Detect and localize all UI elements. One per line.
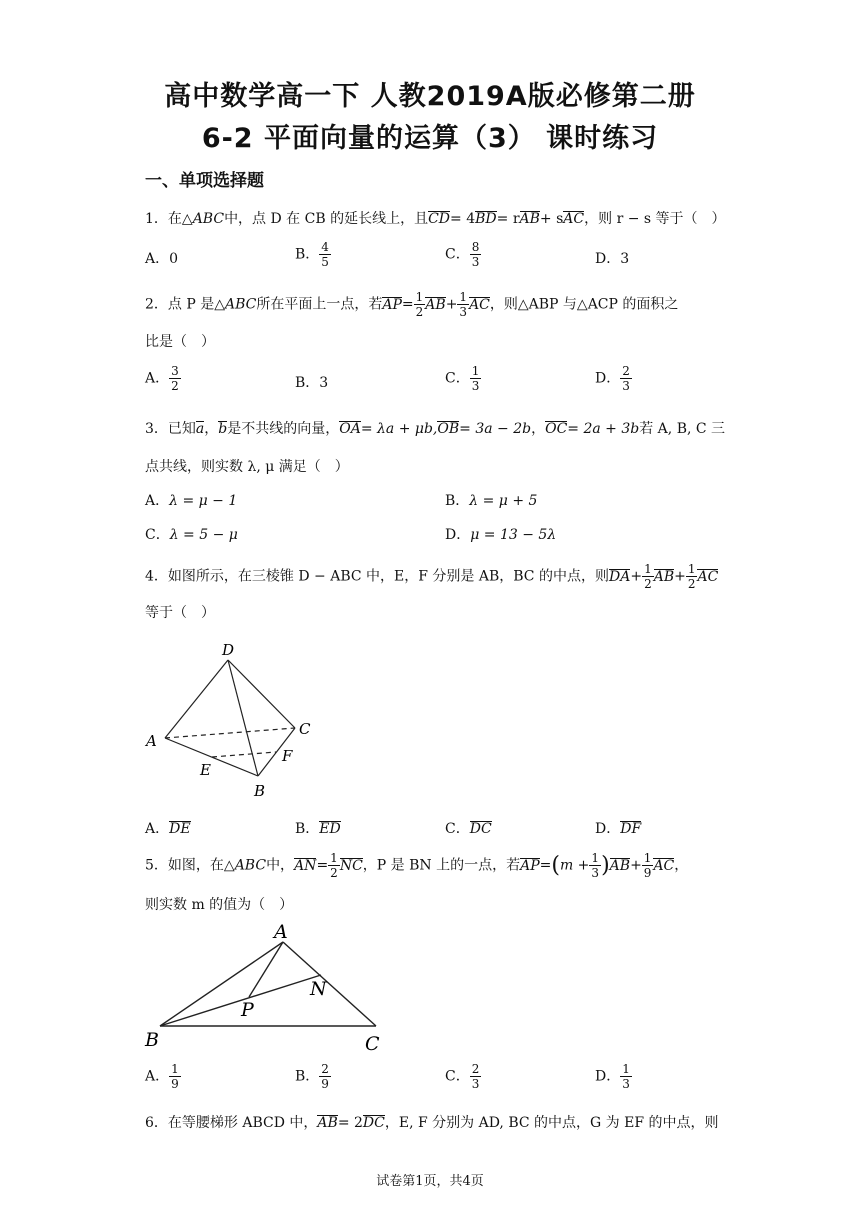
- label-F: F: [282, 747, 293, 765]
- label-A: A: [146, 732, 157, 750]
- label-E: E: [200, 761, 211, 779]
- q4-stem-line2: 等于（ ）: [145, 605, 215, 621]
- q5-stem: 5．如图，在△ABC中，AN= $\frac{1}{2}$ NC，P 是 BN 上的一点，若AP=(m + $\frac{1}{3}$ )AB+ $\frac{1}{9}$ AC，: [145, 851, 689, 880]
- title-line-1: 高中数学高一下 人教2019A版必修第二册: [164, 81, 696, 112]
- q2-option-c: C． $\frac{1}{3}$: [445, 364, 480, 393]
- q1-option-a: A．0: [145, 251, 179, 267]
- q5-option-b: B． $\frac{2}{9}$: [295, 1062, 329, 1091]
- edge-AB: [165, 738, 258, 776]
- q4-option-b: B．ED: [295, 821, 341, 837]
- q3-option-b: B．λ = μ + 5: [445, 493, 538, 509]
- q5-option-c: C． $\frac{2}{3}$: [445, 1062, 480, 1091]
- label-C: C: [299, 720, 311, 738]
- q5-option-a: A． $\frac{1}{9}$: [145, 1062, 179, 1091]
- title-line-2: 6-2 平面向量的运算（3） 课时练习: [201, 123, 659, 154]
- label-B: B: [254, 782, 266, 800]
- edge-AC-hidden: [165, 728, 295, 738]
- q3-option-c: C．λ = 5 − μ: [145, 527, 238, 543]
- label-D: D: [222, 641, 235, 659]
- q3-option-a: A．λ = μ − 1: [145, 493, 238, 509]
- edge-BA: [160, 942, 283, 1026]
- q2-option-b: B．3: [295, 375, 329, 391]
- q5-option-d: D． $\frac{1}{3}$: [595, 1062, 630, 1091]
- q1-option-c: C． $\frac{8}{3}$: [445, 240, 480, 269]
- label-N: N: [310, 978, 327, 1000]
- edge-AC: [283, 942, 376, 1026]
- q4-option-c: C．DC: [445, 821, 492, 837]
- q2-option-d: D． $\frac{2}{3}$: [595, 364, 630, 393]
- edge-DC: [228, 660, 295, 728]
- section-heading: 一、单项选择题: [145, 171, 264, 191]
- q6-stem: 6．在等腰梯形 ABCD 中，AB= 2DC，E, F 分别为 AD, BC 的中点，G 为 EF 的中点，则: [145, 1115, 719, 1131]
- q2-stem-line2: 比是（ ）: [145, 334, 215, 350]
- q2-option-a: A． $\frac{3}{2}$: [145, 364, 179, 393]
- q4-option-a: A．DE: [145, 821, 191, 837]
- page-footer: 试卷第1页，共4页: [376, 1174, 484, 1189]
- q1-stem: 1．在△ABC中，点 D 在 CB 的延长线上，且CD= 4BD= rAB+ sAC，则 r − s 等于（ ）: [145, 211, 726, 227]
- q4-tetrahedron-figure: [140, 638, 340, 803]
- edge-EF-hidden: [212, 752, 276, 757]
- q3-stem-line2: 点共线，则实数 λ, μ 满足（ ）: [145, 459, 349, 475]
- label-C: C: [365, 1033, 380, 1055]
- label-A: A: [274, 922, 288, 943]
- q3-option-d: D．μ = 13 − 5λ: [445, 527, 557, 543]
- edge-DA: [165, 660, 228, 738]
- label-P: P: [241, 999, 254, 1021]
- edge-DB: [228, 660, 258, 776]
- q4-option-d: D．DF: [595, 821, 642, 837]
- q5-stem-line2: 则实数 m 的值为（ ）: [145, 897, 294, 913]
- label-B: B: [145, 1029, 159, 1051]
- q5-triangle-figure: [140, 922, 390, 1057]
- q1-option-b: B． $\frac{4}{5}$: [295, 240, 329, 269]
- q2-stem: 2．点 P 是△ABC所在平面上一点，若AP= $\frac{1}{2}$ AB+ $\frac{1}{3}$ AC，则△ABP 与△ACP 的面积之: [145, 290, 679, 319]
- q3-stem: 3．已知a，b是不共线的向量，OA= λa + μb,OB= 3a − 2b，OC= 2a + 3b若 A, B, C 三: [145, 421, 726, 437]
- q1-option-d: D．3: [595, 251, 630, 267]
- q4-stem: 4．如图所示，在三棱锥 D − ABC 中，E，F 分别是 AB，BC 的中点，则DA+ $\frac{1}{2}$ AB+ $\frac{1}{2}$ AC: [145, 562, 719, 591]
